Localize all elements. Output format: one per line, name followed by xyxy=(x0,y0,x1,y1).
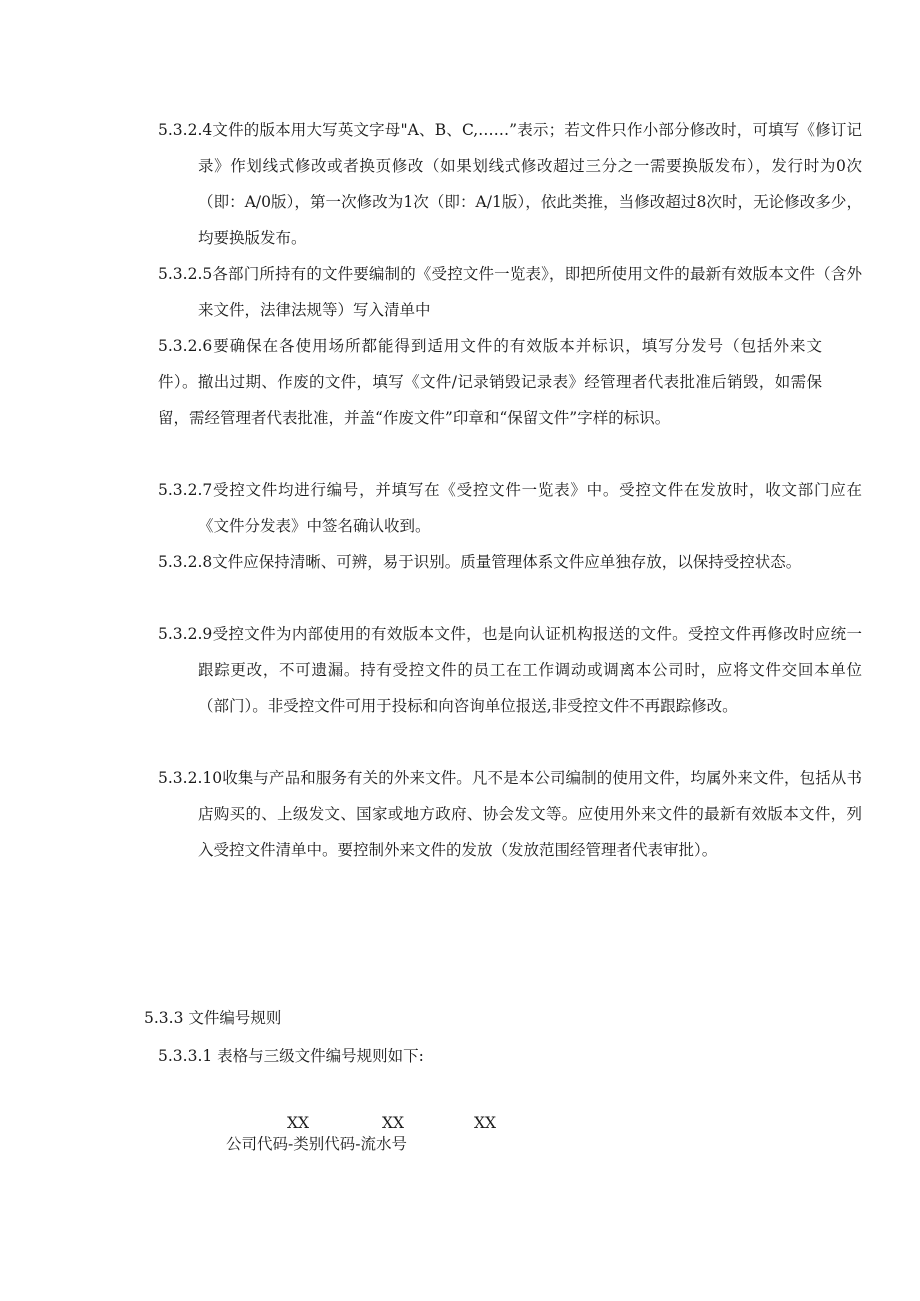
clause-text: 受控文件均进行编号，并填写在《受控文件一览表》中。受控文件在发放时，收文部门应在《文件分发表》中签名确认收到。 xyxy=(198,481,862,535)
section-heading-number: 5.3.3 xyxy=(144,1009,184,1027)
section-subheading-number: 5.3.3.1 xyxy=(158,1047,213,1065)
clause-number: 5.3.2.10 xyxy=(158,769,223,787)
clause-text: 要确保在各使用场所都能得到适用文件的有效版本并标识，填写分发号（包括外来文件）。撤出过期、作废的文件，填写《文件/记录销毁记录表》经管理者代表批准后销毁，如需保留，需经管理者代表批准，并盖“作废文件”印章和“保留文件”字样的标识。 xyxy=(158,337,822,427)
clause-5-3-2-9 xyxy=(158,616,862,724)
clause-number: 5.3.2.6 xyxy=(158,337,213,355)
clause-text: 各部门所持有的文件要编制的《受控文件一览表》，即把所使用文件的最新有效版本文件（含外来文件，法律法规等）写入清单中 xyxy=(198,265,862,319)
clause-number: 5.3.2.9 xyxy=(158,625,213,643)
clause-number: 5.3.2.5 xyxy=(158,265,213,283)
serial-number-placeholder: XX xyxy=(474,1114,497,1132)
clause-5-3-2-7 xyxy=(158,472,862,544)
clause-number: 5.3.2.7 xyxy=(158,481,213,499)
clause-5-3-2-10 xyxy=(158,760,862,868)
section-heading-text: 文件编号规则 xyxy=(188,1009,282,1027)
section-subheading-text: 表格与三级文件编号规则如下: xyxy=(217,1047,424,1065)
clause-number: 5.3.2.4 xyxy=(158,121,213,139)
clause-5-3-2-4 xyxy=(158,112,862,256)
company-code-placeholder: XX xyxy=(287,1114,310,1132)
section-subheading xyxy=(158,1044,424,1068)
clause-text: 文件应保持清晰、可辨，易于识别。质量管理体系文件应单独存放，以保持受控状态。 xyxy=(212,553,802,571)
clause-text: 受控文件为内部使用的有效版本文件，也是向认证机构报送的文件。受控文件再修改时应统一跟踪更改，不可遗漏。持有受控文件的员工在工作调动或调离本公司时，应将文件交回本单位（部门）。非受控文件可用于投标和向咨询单位报送,非受控文件不再跟踪修改。 xyxy=(198,625,862,715)
clause-text: 文件的版本用大写英文字母"A、B、C,……”表示；若文件只作小部分修改时，可填写《修订记录》作划线式修改或者换页修改（如果划线式修改超过三分之一需要换版发布），发行时为0次（即：A/0版），第一次修改为1次（即：A/1版），依此类推，当修改超过8次时，无论修改多少，均要换版发布。 xyxy=(198,121,862,247)
clause-5-3-2-5 xyxy=(158,256,862,328)
clause-5-3-2-8 xyxy=(158,544,862,580)
category-code-placeholder: XX xyxy=(382,1114,405,1132)
code-format-caption: 公司代码-类别代码-流水号 xyxy=(226,1135,407,1153)
clause-number: 5.3.2.8 xyxy=(158,553,213,571)
clause-text: 收集与产品和服务有关的外来文件。凡不是本公司编制的使用文件，均属外来文件，包括从书店购买的、上级发文、国家或地方政府、协会发文等。应使用外来文件的最新有效版本文件，列入受控文件清单中。要控制外来文件的发放（发放范围经管理者代表审批）。 xyxy=(198,769,862,859)
section-heading xyxy=(144,1006,281,1030)
clause-5-3-2-6 xyxy=(158,328,822,436)
